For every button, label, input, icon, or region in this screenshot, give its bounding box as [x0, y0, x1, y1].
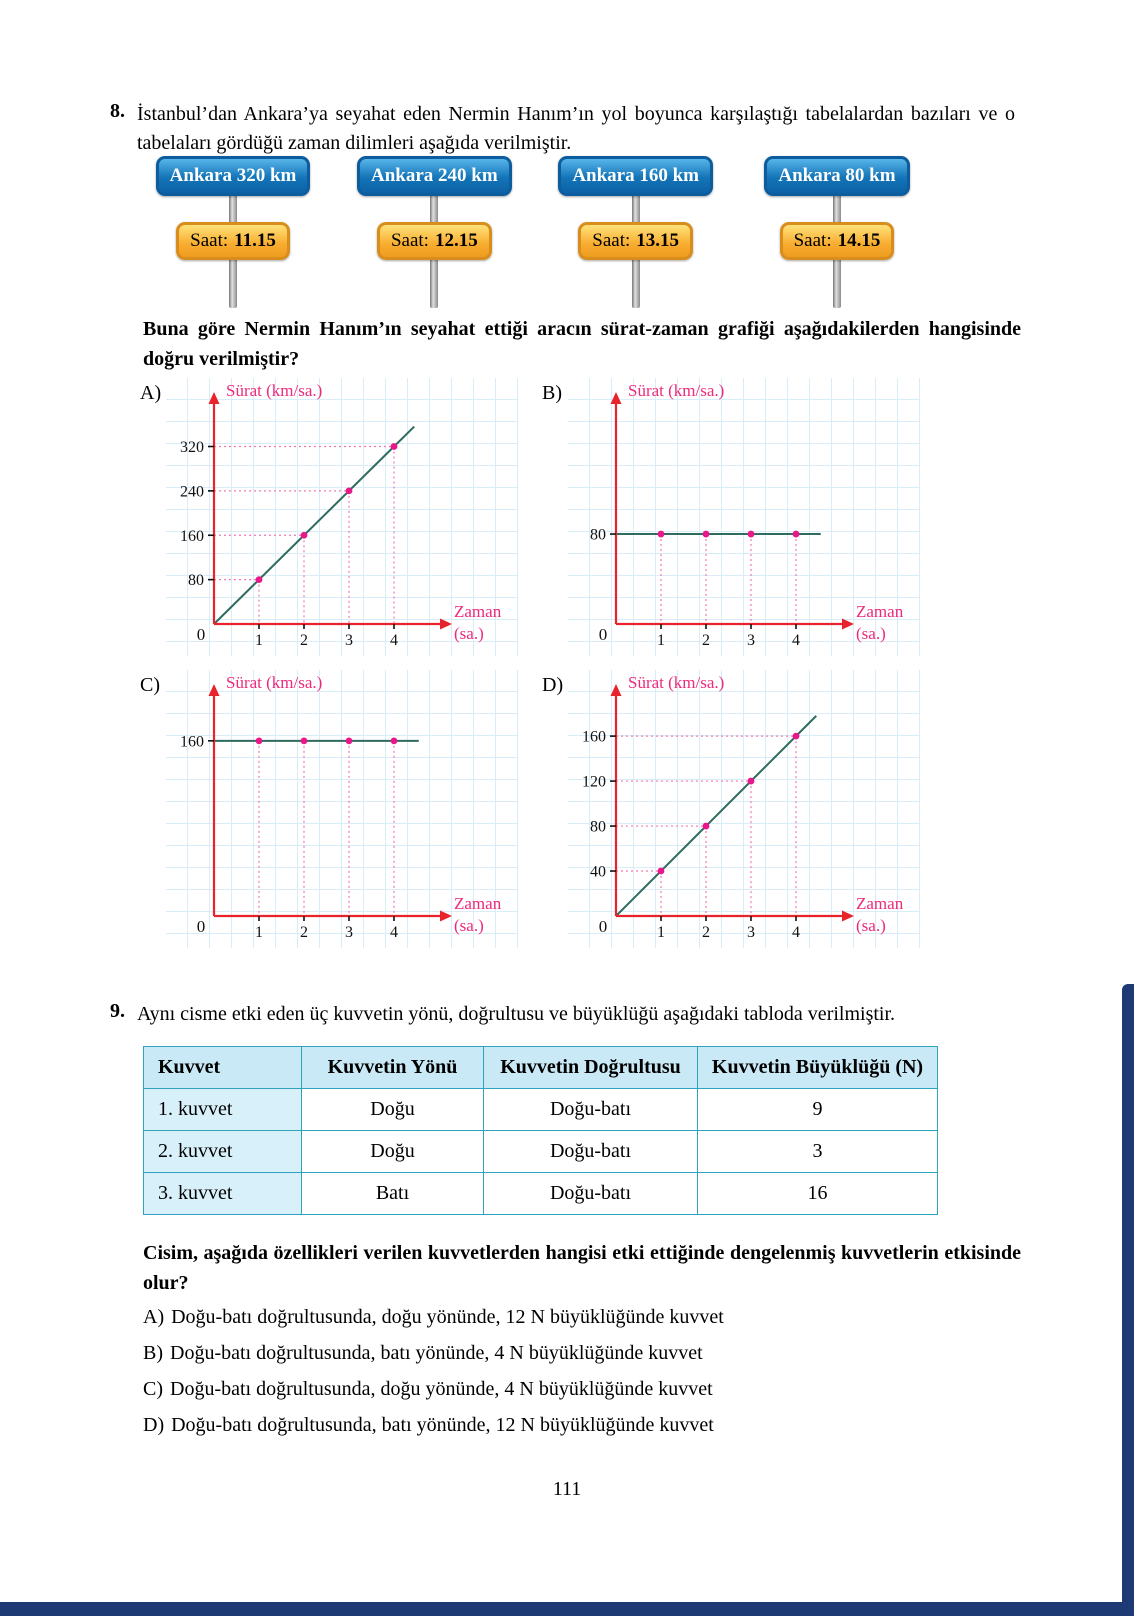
svg-text:Zaman: Zaman: [454, 894, 502, 913]
svg-text:0: 0: [196, 917, 206, 936]
time-sign-value: 12.15: [434, 230, 478, 251]
table-header-row: [144, 1047, 938, 1089]
speed-time-chart-d: [568, 670, 920, 948]
cell-yon-1: Doğu: [302, 1089, 484, 1131]
svg-text:160: 160: [180, 733, 204, 751]
cell-dogrultu-2: Doğu-batı: [484, 1131, 698, 1173]
svg-text:0: 0: [598, 625, 608, 644]
cell-yon-2: Doğu: [302, 1131, 484, 1173]
time-sign-value: 11.15: [234, 230, 276, 251]
time-sign-label: Saat:: [190, 230, 229, 251]
svg-text:4: 4: [390, 924, 398, 941]
option-b-text: Doğu-batı doğrultusunda, batı yönünde, 4 N büyüklüğünde kuvvet: [170, 1342, 703, 1364]
cell-dogrultu-3: Doğu-batı: [484, 1173, 698, 1215]
option-c: [143, 1378, 1023, 1401]
svg-text:Zaman: Zaman: [454, 602, 502, 621]
question-8-number: 8.: [110, 100, 125, 122]
question-9-text: Cisim, aşağıda özellikleri verilen kuvvetlerden hangisi etki ettiğinde dengelenmiş kuvvetlerin etkisinde olur?: [143, 1242, 1021, 1294]
option-c-label: C): [143, 1378, 163, 1400]
option-c-label: C): [140, 674, 160, 696]
svg-text:2: 2: [300, 924, 308, 941]
question-9-intro-text: Aynı cisme etki eden üç kuvvetin yönü, doğrultusu ve büyüklüğü aşağıdaki tabloda verilmiştir.: [137, 1003, 896, 1025]
distance-sign-text: Ankara 320 km: [169, 165, 297, 186]
question-9-number: 9.: [110, 1000, 125, 1022]
speed-time-chart-c: [166, 670, 518, 948]
svg-text:320: 320: [180, 439, 204, 457]
svg-text:Sürat (km/sa.): Sürat (km/sa.): [226, 381, 323, 400]
svg-text:160: 160: [180, 527, 204, 545]
chart-option-b: [542, 378, 920, 656]
chart-option-d: [542, 670, 920, 948]
cell-yon-3: Batı: [302, 1173, 484, 1215]
svg-text:240: 240: [180, 483, 204, 501]
svg-text:2: 2: [300, 632, 308, 649]
svg-text:4: 4: [792, 924, 800, 941]
time-sign: [176, 222, 290, 260]
time-sign-label: Saat:: [390, 230, 429, 251]
distance-sign-text: Ankara 160 km: [572, 165, 699, 186]
option-b-label: B): [143, 1342, 163, 1364]
table-row: [144, 1173, 938, 1215]
svg-text:1: 1: [255, 632, 263, 649]
option-d: [143, 1414, 1023, 1437]
svg-text:80: 80: [590, 818, 606, 836]
question-9-intro: [110, 1000, 1015, 1029]
time-sign-label: Saat:: [793, 230, 832, 251]
time-sign-label: Saat:: [592, 230, 631, 251]
header-kuvvet: Kuvvet: [144, 1047, 302, 1089]
signpost-2: [341, 156, 527, 308]
question-8-intro: [110, 100, 1015, 158]
option-c-text: Doğu-batı doğrultusunda, doğu yönünde, 4 N büyüklüğünde kuvvet: [170, 1378, 713, 1400]
svg-text:3: 3: [345, 632, 353, 649]
svg-text:Zaman: Zaman: [856, 894, 904, 913]
question-8-text: Buna göre Nermin Hanım’ın seyahat ettiği aracın sürat-zaman grafiği aşağıdakilerden hangisinde doğru verilmiştir?: [143, 318, 1021, 370]
option-a: [143, 1306, 1023, 1329]
page-edge-bottom: [0, 1602, 1134, 1616]
chart-option-c: [140, 670, 518, 948]
svg-text:1: 1: [657, 632, 665, 649]
svg-text:(sa.): (sa.): [856, 624, 886, 643]
time-sign-value: 14.15: [837, 230, 881, 251]
time-sign-value: 13.15: [636, 230, 680, 251]
svg-text:3: 3: [747, 632, 755, 649]
svg-text:80: 80: [590, 526, 606, 544]
svg-text:Sürat (km/sa.): Sürat (km/sa.): [628, 381, 725, 400]
option-a-label: A): [140, 382, 162, 404]
cell-buyukluk-3: 16: [698, 1173, 938, 1215]
forces-table: [143, 1046, 938, 1215]
svg-text:160: 160: [582, 728, 606, 746]
svg-text:(sa.): (sa.): [454, 916, 484, 935]
cell-kuvvet-3: 3. kuvvet: [144, 1173, 302, 1215]
table-row: [144, 1131, 938, 1173]
speed-time-chart-a: [166, 378, 518, 656]
cell-buyukluk-1: 9: [698, 1089, 938, 1131]
svg-text:1: 1: [255, 924, 263, 941]
question-9-options: [143, 1306, 1023, 1450]
distance-sign: [764, 156, 909, 196]
distance-sign: [558, 156, 713, 196]
svg-text:3: 3: [747, 924, 755, 941]
cell-kuvvet-1: 1. kuvvet: [144, 1089, 302, 1131]
distance-sign-text: Ankara 240 km: [370, 165, 498, 186]
cell-kuvvet-2: 2. kuvvet: [144, 1131, 302, 1173]
header-yon: Kuvvetin Yönü: [302, 1047, 484, 1089]
time-sign: [780, 222, 895, 260]
option-d-label: D): [542, 674, 564, 696]
signpost-4: [744, 156, 930, 308]
answer-charts-grid: [140, 378, 920, 948]
option-b: [143, 1342, 1023, 1365]
page-edge-right: [1122, 984, 1134, 1616]
road-signs-row: [140, 156, 930, 308]
svg-text:Sürat (km/sa.): Sürat (km/sa.): [628, 673, 725, 692]
svg-text:(sa.): (sa.): [454, 624, 484, 643]
svg-text:80: 80: [188, 572, 204, 590]
option-a-text: Doğu-batı doğrultusunda, doğu yönünde, 12 N büyüklüğünde kuvvet: [171, 1306, 724, 1328]
signpost-3: [543, 156, 729, 308]
distance-sign: [156, 156, 311, 196]
svg-text:2: 2: [702, 632, 710, 649]
signpost-1: [140, 156, 326, 308]
distance-sign: [357, 156, 512, 196]
option-d-text: Doğu-batı doğrultusunda, batı yönünde, 12 N büyüklüğünde kuvvet: [171, 1414, 714, 1436]
svg-text:3: 3: [345, 924, 353, 941]
svg-text:2: 2: [702, 924, 710, 941]
svg-text:Sürat (km/sa.): Sürat (km/sa.): [226, 673, 323, 692]
option-a-label: A): [143, 1306, 165, 1328]
question-8-intro-text: İstanbul’dan Ankara’ya seyahat eden Nermin Hanım’ın yol boyunca karşılaştığı tabelalardan bazıları ve o tabelaları gördüğü zaman dilimleri aşağıda verilmiştir.: [137, 103, 1015, 154]
distance-sign-text: Ankara 80 km: [778, 165, 896, 186]
svg-text:0: 0: [598, 917, 608, 936]
time-sign: [578, 222, 693, 260]
speed-time-chart-b: [568, 378, 920, 656]
svg-text:4: 4: [390, 632, 398, 649]
table-row: [144, 1089, 938, 1131]
svg-text:0: 0: [196, 625, 206, 644]
option-b-label: B): [542, 382, 562, 404]
time-sign: [377, 222, 492, 260]
svg-text:4: 4: [792, 632, 800, 649]
header-buyukluk: Kuvvetin Büyüklüğü (N): [698, 1047, 938, 1089]
header-dogrultu: Kuvvetin Doğrultusu: [484, 1047, 698, 1089]
svg-text:Zaman: Zaman: [856, 602, 904, 621]
page-number: 111: [552, 1478, 582, 1500]
chart-option-a: [140, 378, 518, 656]
svg-text:40: 40: [590, 863, 606, 881]
option-d-label: D): [143, 1414, 165, 1436]
cell-dogrultu-1: Doğu-batı: [484, 1089, 698, 1131]
svg-text:120: 120: [582, 773, 606, 791]
svg-text:(sa.): (sa.): [856, 916, 886, 935]
svg-text:1: 1: [657, 924, 665, 941]
cell-buyukluk-2: 3: [698, 1131, 938, 1173]
